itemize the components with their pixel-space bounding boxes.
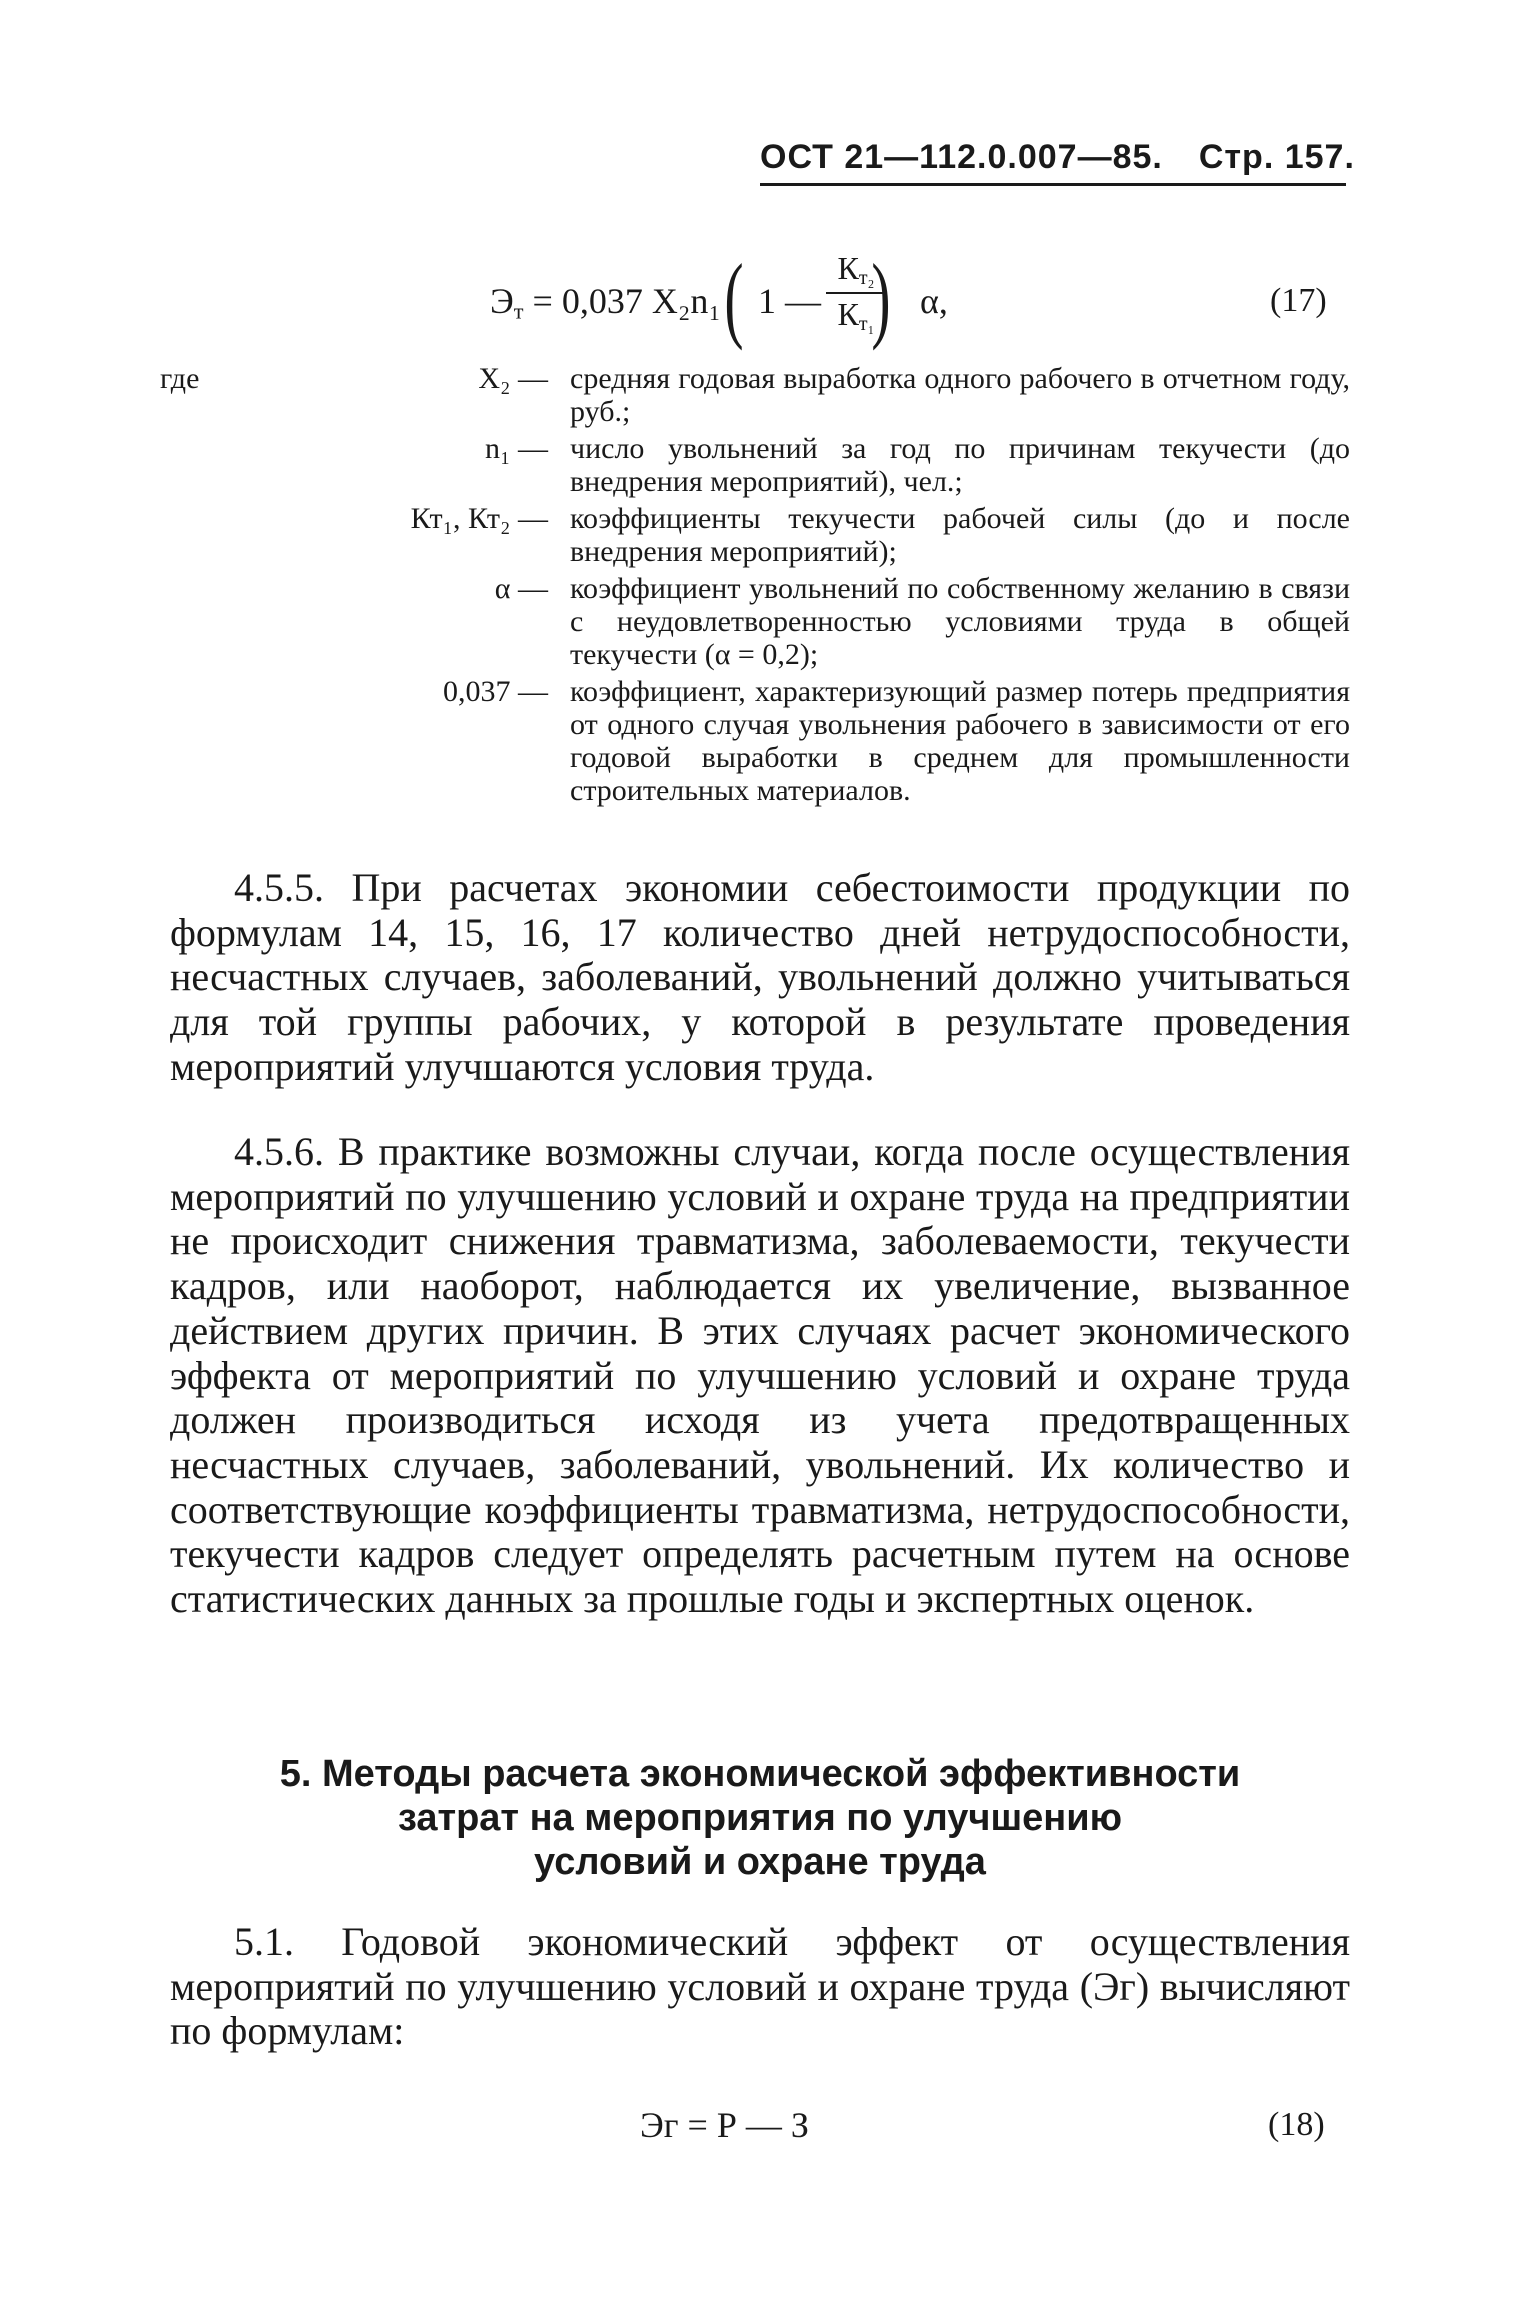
legend-description: коэффициент, характеризующий размер потерь предприятия от одного случая увольнения рабочего в зависимости от его годовой выработки в среднем для промышленности строительных материалов. bbox=[570, 675, 1350, 807]
paragraph-5-1: 5.1. Годовой экономический эффект от осуществления мероприятий по улучшению условий и охране труда (Эг) вычисляют по формулам: bbox=[170, 1919, 1350, 2054]
formula-17 bbox=[490, 240, 1130, 360]
legend-symbol: Х₂ — bbox=[478, 362, 548, 395]
page-number: Стр. 157. bbox=[1198, 138, 1355, 176]
legend-description: коэффициент увольнений по собственному желанию в связи с неудовлетворенностью условиями труда в общей текучести (α = 0,2); bbox=[570, 572, 1350, 671]
fraction-numerator: $К_{т_2}$ bbox=[826, 250, 886, 294]
paragraph-4-5-5: 4.5.5. При расчетах экономии себестоимости продукции по формулам 14, 15, 16, 17 количество дней нетрудоспособности, несчастных случаев, заболеваний, увольнений должно учитываться для той группы рабочих, у которой в результате проведения мероприятий улучшаются условия труда. bbox=[170, 865, 1350, 1089]
formula-17-alpha: α, bbox=[920, 281, 948, 321]
legend-symbol: 0,037 — bbox=[443, 675, 548, 708]
section-title-line: условий и охране труда bbox=[534, 1841, 986, 1883]
fraction-denominator: $К_{т_1}$ bbox=[837, 295, 875, 335]
legend-item bbox=[160, 432, 1350, 498]
equation-number-18: (18) bbox=[1268, 2106, 1325, 2143]
where-label: где bbox=[160, 362, 200, 395]
formula-17-one-minus: 1 — bbox=[758, 281, 821, 321]
legend-item bbox=[160, 572, 1350, 671]
document-code: ОСТ 21—112.0.007—85. bbox=[760, 138, 1163, 176]
legend-item bbox=[160, 675, 1350, 807]
formula-18: Эг = Р — З bbox=[640, 2105, 809, 2145]
section-title-line: затрат на мероприятия по улучшению bbox=[397, 1797, 1123, 1839]
formula-17-lhs: $Э_т = 0,037$ Х₂n₁ bbox=[490, 281, 721, 324]
equation-number-17: (17) bbox=[1270, 282, 1327, 319]
paragraph-4-5-6: 4.5.6. В практике возможны случаи, когда после осуществления мероприятий по улучшению условий и охране труда на предприятии не происходит снижения травматизма, заболеваемости, текучести кадров, или наоборот, наблюдается их увеличение, вызванное действием других причин. В этих случаях расчет экономического эффекта от мероприятий по улучшению условий и охране труда должен производиться исходя из учета предотвращенных несчастных случаев, заболеваний, увольнений. Их количество и соответствующие коэффициенты травматизма, нетрудоспособности, текучести кадров следует определять расчетным путем на основе статистических данных за прошлые годы и экспертных оценок. bbox=[170, 1129, 1350, 1622]
open-paren: ( bbox=[724, 244, 744, 351]
legend-symbol: Кт₁, Кт₂ — bbox=[410, 502, 548, 535]
legend-description: средняя годовая выработка одного рабочего в отчетном году, руб.; bbox=[570, 362, 1350, 428]
close-paren: ) bbox=[871, 244, 891, 351]
legend-description: коэффициенты текучести рабочей силы (до и после внедрения мероприятий); bbox=[570, 502, 1350, 568]
legend-symbol: n₁ — bbox=[485, 432, 548, 465]
legend-symbol: α — bbox=[494, 572, 548, 605]
legend-item bbox=[160, 502, 1350, 568]
symbol-legend bbox=[160, 362, 1350, 811]
legend-description: число увольнений за год по причинам текучести (до внедрения мероприятий), чел.; bbox=[570, 432, 1350, 498]
section-title-line: 5. Методы расчета экономической эффективности bbox=[279, 1753, 1241, 1795]
page-header bbox=[760, 138, 1355, 186]
section-5-title bbox=[170, 1752, 1350, 1884]
legend-item bbox=[160, 362, 1350, 428]
